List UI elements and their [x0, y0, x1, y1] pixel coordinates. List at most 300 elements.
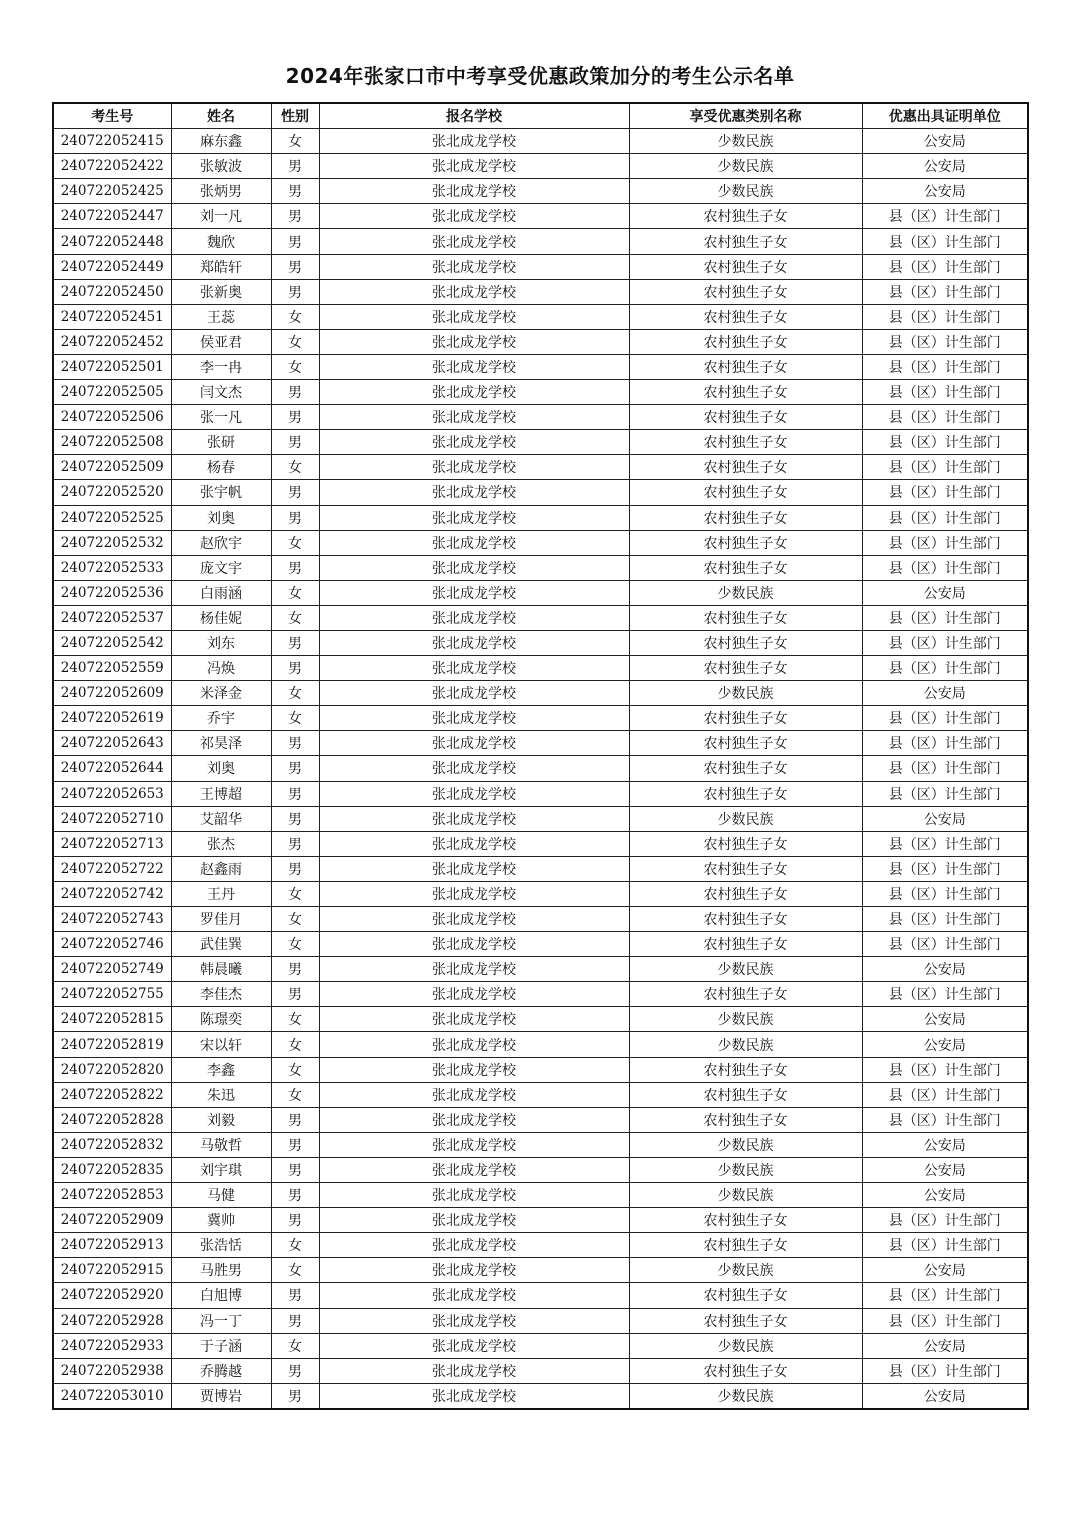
name-cell: 于子涵 — [171, 1333, 271, 1358]
category-cell: 少数民族 — [629, 1132, 862, 1157]
table-row — [53, 530, 1028, 555]
gender-cell: 男 — [271, 1283, 319, 1308]
certifying-unit-cell: 县（区）计生部门 — [862, 1107, 1028, 1132]
table-row — [53, 1308, 1028, 1333]
exam-id-cell: 240722052653 — [53, 781, 171, 806]
category-cell: 农村独生子女 — [629, 430, 862, 455]
exam-id-cell: 240722052619 — [53, 706, 171, 731]
gender-cell: 男 — [271, 380, 319, 405]
name-cell: 韩晨曦 — [171, 957, 271, 982]
certifying-unit-cell: 公安局 — [862, 1258, 1028, 1283]
gender-cell: 男 — [271, 630, 319, 655]
category-cell: 农村独生子女 — [629, 1107, 862, 1132]
certifying-unit-cell: 县（区）计生部门 — [862, 204, 1028, 229]
category-cell: 农村独生子女 — [629, 380, 862, 405]
exam-id-cell: 240722052755 — [53, 982, 171, 1007]
certifying-unit-cell: 公安局 — [862, 580, 1028, 605]
category-cell: 农村独生子女 — [629, 405, 862, 430]
certifying-unit-cell: 公安局 — [862, 1132, 1028, 1157]
certifying-unit-cell: 县（区）计生部门 — [862, 982, 1028, 1007]
exam-id-cell: 240722052559 — [53, 656, 171, 681]
table-row — [53, 354, 1028, 379]
gender-cell: 女 — [271, 580, 319, 605]
table-row — [53, 1057, 1028, 1082]
certifying-unit-cell: 县（区）计生部门 — [862, 731, 1028, 756]
name-cell: 赵鑫雨 — [171, 856, 271, 881]
name-cell: 艾韶华 — [171, 806, 271, 831]
gender-cell: 男 — [271, 1208, 319, 1233]
name-cell: 刘宇琪 — [171, 1157, 271, 1182]
certifying-unit-cell: 公安局 — [862, 1032, 1028, 1057]
category-cell: 少数民族 — [629, 957, 862, 982]
column-header-category: 享受优惠类别名称 — [629, 103, 862, 129]
category-cell: 少数民族 — [629, 1258, 862, 1283]
gender-cell: 男 — [271, 1308, 319, 1333]
exam-id-cell: 240722052537 — [53, 605, 171, 630]
gender-cell: 女 — [271, 907, 319, 932]
gender-cell: 女 — [271, 1233, 319, 1258]
certifying-unit-cell: 县（区）计生部门 — [862, 505, 1028, 530]
school-cell: 张北成龙学校 — [319, 555, 629, 580]
certifying-unit-cell: 公安局 — [862, 1383, 1028, 1409]
gender-cell: 男 — [271, 781, 319, 806]
category-cell: 少数民族 — [629, 129, 862, 154]
category-cell: 农村独生子女 — [629, 982, 862, 1007]
column-header-gender: 性别 — [271, 103, 319, 129]
certifying-unit-cell: 县（区）计生部门 — [862, 1233, 1028, 1258]
name-cell: 刘奥 — [171, 505, 271, 530]
category-cell: 农村独生子女 — [629, 831, 862, 856]
gender-cell: 女 — [271, 1032, 319, 1057]
gender-cell: 男 — [271, 229, 319, 254]
name-cell: 杨春 — [171, 455, 271, 480]
school-cell: 张北成龙学校 — [319, 329, 629, 354]
table-row — [53, 1007, 1028, 1032]
gender-cell: 女 — [271, 932, 319, 957]
exam-id-cell: 240722052449 — [53, 254, 171, 279]
name-cell: 宋以轩 — [171, 1032, 271, 1057]
school-cell: 张北成龙学校 — [319, 530, 629, 555]
exam-id-cell: 240722052920 — [53, 1283, 171, 1308]
school-cell: 张北成龙学校 — [319, 154, 629, 179]
school-cell: 张北成龙学校 — [319, 706, 629, 731]
school-cell: 张北成龙学校 — [319, 254, 629, 279]
exam-id-cell: 240722052447 — [53, 204, 171, 229]
column-header-exam-id: 考生号 — [53, 103, 171, 129]
gender-cell: 男 — [271, 279, 319, 304]
exam-id-cell: 240722053010 — [53, 1383, 171, 1409]
table-row — [53, 204, 1028, 229]
category-cell: 农村独生子女 — [629, 480, 862, 505]
exam-id-cell: 240722052643 — [53, 731, 171, 756]
gender-cell: 女 — [271, 1082, 319, 1107]
name-cell: 张一凡 — [171, 405, 271, 430]
school-cell: 张北成龙学校 — [319, 681, 629, 706]
exam-id-cell: 240722052533 — [53, 555, 171, 580]
certifying-unit-cell: 县（区）计生部门 — [862, 756, 1028, 781]
exam-id-cell: 240722052506 — [53, 405, 171, 430]
table-row — [53, 1383, 1028, 1409]
table-row — [53, 455, 1028, 480]
name-cell: 闫文杰 — [171, 380, 271, 405]
name-cell: 白旭博 — [171, 1283, 271, 1308]
category-cell: 农村独生子女 — [629, 1308, 862, 1333]
table-row — [53, 154, 1028, 179]
name-cell: 武佳巽 — [171, 932, 271, 957]
name-cell: 麻东鑫 — [171, 129, 271, 154]
certifying-unit-cell: 县（区）计生部门 — [862, 405, 1028, 430]
school-cell: 张北成龙学校 — [319, 380, 629, 405]
school-cell: 张北成龙学校 — [319, 1258, 629, 1283]
table-row — [53, 957, 1028, 982]
gender-cell: 男 — [271, 430, 319, 455]
name-cell: 刘一凡 — [171, 204, 271, 229]
exam-id-cell: 240722052644 — [53, 756, 171, 781]
table-row — [53, 881, 1028, 906]
gender-cell: 男 — [271, 731, 319, 756]
certifying-unit-cell: 公安局 — [862, 806, 1028, 831]
name-cell: 杨佳妮 — [171, 605, 271, 630]
category-cell: 农村独生子女 — [629, 856, 862, 881]
name-cell: 张浩恬 — [171, 1233, 271, 1258]
gender-cell: 女 — [271, 1057, 319, 1082]
school-cell: 张北成龙学校 — [319, 932, 629, 957]
exam-id-cell: 240722052928 — [53, 1308, 171, 1333]
category-cell: 少数民族 — [629, 1157, 862, 1182]
school-cell: 张北成龙学校 — [319, 1233, 629, 1258]
school-cell: 张北成龙学校 — [319, 1007, 629, 1032]
table-row — [53, 329, 1028, 354]
name-cell: 张炳男 — [171, 179, 271, 204]
category-cell: 农村独生子女 — [629, 630, 862, 655]
school-cell: 张北成龙学校 — [319, 129, 629, 154]
school-cell: 张北成龙学校 — [319, 430, 629, 455]
category-cell: 农村独生子女 — [629, 1358, 862, 1383]
school-cell: 张北成龙学校 — [319, 806, 629, 831]
name-cell: 冀帅 — [171, 1208, 271, 1233]
table-row — [53, 229, 1028, 254]
school-cell: 张北成龙学校 — [319, 1358, 629, 1383]
name-cell: 陈璟奕 — [171, 1007, 271, 1032]
school-cell: 张北成龙学校 — [319, 630, 629, 655]
certifying-unit-cell: 县（区）计生部门 — [862, 329, 1028, 354]
column-header-certifying-unit: 优惠出具证明单位 — [862, 103, 1028, 129]
table-row — [53, 1333, 1028, 1358]
category-cell: 少数民族 — [629, 1333, 862, 1358]
gender-cell: 女 — [271, 1333, 319, 1358]
certifying-unit-cell: 公安局 — [862, 681, 1028, 706]
certifying-unit-cell: 县（区）计生部门 — [862, 831, 1028, 856]
exam-id-cell: 240722052450 — [53, 279, 171, 304]
category-cell: 少数民族 — [629, 1032, 862, 1057]
exam-id-cell: 240722052743 — [53, 907, 171, 932]
certifying-unit-cell: 县（区）计生部门 — [862, 455, 1028, 480]
certifying-unit-cell: 县（区）计生部门 — [862, 555, 1028, 580]
gender-cell: 男 — [271, 831, 319, 856]
gender-cell: 女 — [271, 681, 319, 706]
certifying-unit-cell: 公安局 — [862, 179, 1028, 204]
exam-id-cell: 240722052505 — [53, 380, 171, 405]
category-cell: 农村独生子女 — [629, 656, 862, 681]
name-cell: 王博超 — [171, 781, 271, 806]
table-row — [53, 932, 1028, 957]
school-cell: 张北成龙学校 — [319, 279, 629, 304]
school-cell: 张北成龙学校 — [319, 405, 629, 430]
category-cell: 农村独生子女 — [629, 354, 862, 379]
certifying-unit-cell: 县（区）计生部门 — [862, 354, 1028, 379]
exam-id-cell: 240722052542 — [53, 630, 171, 655]
gender-cell: 女 — [271, 881, 319, 906]
exam-id-cell: 240722052536 — [53, 580, 171, 605]
school-cell: 张北成龙学校 — [319, 756, 629, 781]
school-cell: 张北成龙学校 — [319, 1032, 629, 1057]
name-cell: 米泽金 — [171, 681, 271, 706]
table-row — [53, 982, 1028, 1007]
table-row — [53, 656, 1028, 681]
exam-id-cell: 240722052938 — [53, 1358, 171, 1383]
category-cell: 农村独生子女 — [629, 907, 862, 932]
table-row — [53, 806, 1028, 831]
table-body — [53, 129, 1028, 1409]
exam-id-cell: 240722052832 — [53, 1132, 171, 1157]
gender-cell: 男 — [271, 1358, 319, 1383]
name-cell: 李一冉 — [171, 354, 271, 379]
category-cell: 农村独生子女 — [629, 1057, 862, 1082]
category-cell: 农村独生子女 — [629, 1283, 862, 1308]
exam-id-cell: 240722052532 — [53, 530, 171, 555]
gender-cell: 男 — [271, 480, 319, 505]
school-cell: 张北成龙学校 — [319, 580, 629, 605]
table-row — [53, 480, 1028, 505]
school-cell: 张北成龙学校 — [319, 656, 629, 681]
table-row — [53, 907, 1028, 932]
name-cell: 张杰 — [171, 831, 271, 856]
school-cell: 张北成龙学校 — [319, 731, 629, 756]
table-row — [53, 831, 1028, 856]
gender-cell: 男 — [271, 856, 319, 881]
category-cell: 农村独生子女 — [629, 932, 862, 957]
gender-cell: 女 — [271, 455, 319, 480]
exam-id-cell: 240722052509 — [53, 455, 171, 480]
exam-id-cell: 240722052746 — [53, 932, 171, 957]
school-cell: 张北成龙学校 — [319, 1132, 629, 1157]
certifying-unit-cell: 县（区）计生部门 — [862, 380, 1028, 405]
gender-cell: 男 — [271, 405, 319, 430]
name-cell: 冯一丁 — [171, 1308, 271, 1333]
table-header-row — [53, 103, 1028, 129]
table-row — [53, 405, 1028, 430]
school-cell: 张北成龙学校 — [319, 304, 629, 329]
exam-id-cell: 240722052520 — [53, 480, 171, 505]
gender-cell: 男 — [271, 756, 319, 781]
exam-id-cell: 240722052819 — [53, 1032, 171, 1057]
gender-cell: 男 — [271, 1107, 319, 1132]
name-cell: 祁昊泽 — [171, 731, 271, 756]
table-row — [53, 380, 1028, 405]
table-row — [53, 781, 1028, 806]
school-cell: 张北成龙学校 — [319, 1082, 629, 1107]
table-row — [53, 856, 1028, 881]
certifying-unit-cell: 县（区）计生部门 — [862, 480, 1028, 505]
exam-id-cell: 240722052815 — [53, 1007, 171, 1032]
category-cell: 农村独生子女 — [629, 731, 862, 756]
table-row — [53, 254, 1028, 279]
table-row — [53, 630, 1028, 655]
certifying-unit-cell: 公安局 — [862, 1007, 1028, 1032]
exam-id-cell: 240722052710 — [53, 806, 171, 831]
name-cell: 马胜男 — [171, 1258, 271, 1283]
school-cell: 张北成龙学校 — [319, 1157, 629, 1182]
table-row — [53, 505, 1028, 530]
school-cell: 张北成龙学校 — [319, 605, 629, 630]
exam-id-cell: 240722052451 — [53, 304, 171, 329]
name-cell: 王蕊 — [171, 304, 271, 329]
gender-cell: 男 — [271, 1132, 319, 1157]
table-row — [53, 279, 1028, 304]
column-header-school: 报名学校 — [319, 103, 629, 129]
exam-id-cell: 240722052828 — [53, 1107, 171, 1132]
certifying-unit-cell: 公安局 — [862, 1157, 1028, 1182]
exam-id-cell: 240722052853 — [53, 1183, 171, 1208]
exam-id-cell: 240722052915 — [53, 1258, 171, 1283]
certifying-unit-cell: 公安局 — [862, 1183, 1028, 1208]
gender-cell: 男 — [271, 1383, 319, 1409]
category-cell: 农村独生子女 — [629, 329, 862, 354]
certifying-unit-cell: 县（区）计生部门 — [862, 229, 1028, 254]
exam-id-cell: 240722052749 — [53, 957, 171, 982]
name-cell: 王丹 — [171, 881, 271, 906]
category-cell: 少数民族 — [629, 1007, 862, 1032]
category-cell: 农村独生子女 — [629, 279, 862, 304]
exam-id-cell: 240722052415 — [53, 129, 171, 154]
gender-cell: 女 — [271, 304, 319, 329]
exam-id-cell: 240722052425 — [53, 179, 171, 204]
name-cell: 赵欣宇 — [171, 530, 271, 555]
category-cell: 农村独生子女 — [629, 254, 862, 279]
exam-id-cell: 240722052452 — [53, 329, 171, 354]
category-cell: 农村独生子女 — [629, 1208, 862, 1233]
category-cell: 少数民族 — [629, 154, 862, 179]
table-row — [53, 129, 1028, 154]
school-cell: 张北成龙学校 — [319, 1383, 629, 1409]
certifying-unit-cell: 县（区）计生部门 — [862, 1358, 1028, 1383]
category-cell: 少数民族 — [629, 580, 862, 605]
table-row — [53, 1032, 1028, 1057]
name-cell: 张新奥 — [171, 279, 271, 304]
certifying-unit-cell: 公安局 — [862, 129, 1028, 154]
gender-cell: 男 — [271, 254, 319, 279]
school-cell: 张北成龙学校 — [319, 957, 629, 982]
school-cell: 张北成龙学校 — [319, 781, 629, 806]
gender-cell: 女 — [271, 1258, 319, 1283]
table-row — [53, 179, 1028, 204]
gender-cell: 男 — [271, 806, 319, 831]
exam-id-cell: 240722052422 — [53, 154, 171, 179]
school-cell: 张北成龙学校 — [319, 455, 629, 480]
gender-cell: 男 — [271, 154, 319, 179]
table-row — [53, 580, 1028, 605]
name-cell: 郑皓轩 — [171, 254, 271, 279]
certifying-unit-cell: 县（区）计生部门 — [862, 530, 1028, 555]
name-cell: 刘毅 — [171, 1107, 271, 1132]
certifying-unit-cell: 县（区）计生部门 — [862, 856, 1028, 881]
gender-cell: 女 — [271, 1007, 319, 1032]
category-cell: 农村独生子女 — [629, 756, 862, 781]
table-row — [53, 605, 1028, 630]
category-cell: 少数民族 — [629, 681, 862, 706]
certifying-unit-cell: 县（区）计生部门 — [862, 279, 1028, 304]
name-cell: 张敏波 — [171, 154, 271, 179]
certifying-unit-cell: 县（区）计生部门 — [862, 605, 1028, 630]
table-row — [53, 304, 1028, 329]
category-cell: 农村独生子女 — [629, 229, 862, 254]
gender-cell: 男 — [271, 204, 319, 229]
gender-cell: 男 — [271, 656, 319, 681]
exam-id-cell: 240722052913 — [53, 1233, 171, 1258]
exam-id-cell: 240722052501 — [53, 354, 171, 379]
table-row — [53, 1258, 1028, 1283]
certifying-unit-cell: 县（区）计生部门 — [862, 781, 1028, 806]
certifying-unit-cell: 县（区）计生部门 — [862, 706, 1028, 731]
name-cell: 冯焕 — [171, 656, 271, 681]
table-row — [53, 1233, 1028, 1258]
certifying-unit-cell: 县（区）计生部门 — [862, 304, 1028, 329]
category-cell: 农村独生子女 — [629, 505, 862, 530]
gender-cell: 男 — [271, 1157, 319, 1182]
table-row — [53, 1358, 1028, 1383]
certifying-unit-cell: 县（区）计生部门 — [862, 1283, 1028, 1308]
certifying-unit-cell: 县（区）计生部门 — [862, 907, 1028, 932]
school-cell: 张北成龙学校 — [319, 204, 629, 229]
certifying-unit-cell: 县（区）计生部门 — [862, 1082, 1028, 1107]
name-cell: 庞文宇 — [171, 555, 271, 580]
exam-id-cell: 240722052609 — [53, 681, 171, 706]
exam-id-cell: 240722052820 — [53, 1057, 171, 1082]
category-cell: 农村独生子女 — [629, 455, 862, 480]
name-cell: 张宇帆 — [171, 480, 271, 505]
name-cell: 刘奥 — [171, 756, 271, 781]
gender-cell: 男 — [271, 957, 319, 982]
certifying-unit-cell: 公安局 — [862, 957, 1028, 982]
name-cell: 白雨涵 — [171, 580, 271, 605]
name-cell: 侯亚君 — [171, 329, 271, 354]
exam-id-cell: 240722052835 — [53, 1157, 171, 1182]
page-title: 2024年张家口市中考享受优惠政策加分的考生公示名单 — [285, 64, 795, 88]
gender-cell: 女 — [271, 706, 319, 731]
exam-id-cell: 240722052713 — [53, 831, 171, 856]
exam-id-cell: 240722052722 — [53, 856, 171, 881]
gender-cell: 男 — [271, 555, 319, 580]
exam-id-cell: 240722052933 — [53, 1333, 171, 1358]
certifying-unit-cell: 公安局 — [862, 1333, 1028, 1358]
school-cell: 张北成龙学校 — [319, 1183, 629, 1208]
school-cell: 张北成龙学校 — [319, 505, 629, 530]
gender-cell: 男 — [271, 505, 319, 530]
gender-cell: 女 — [271, 129, 319, 154]
school-cell: 张北成龙学校 — [319, 1283, 629, 1308]
school-cell: 张北成龙学校 — [319, 1333, 629, 1358]
table-row — [53, 1208, 1028, 1233]
exam-id-cell: 240722052742 — [53, 881, 171, 906]
table-row — [53, 1157, 1028, 1182]
table-row — [53, 1183, 1028, 1208]
exam-id-cell: 240722052909 — [53, 1208, 171, 1233]
school-cell: 张北成龙学校 — [319, 881, 629, 906]
certifying-unit-cell: 县（区）计生部门 — [862, 656, 1028, 681]
category-cell: 少数民族 — [629, 806, 862, 831]
certifying-unit-cell: 县（区）计生部门 — [862, 1308, 1028, 1333]
name-cell: 李佳杰 — [171, 982, 271, 1007]
